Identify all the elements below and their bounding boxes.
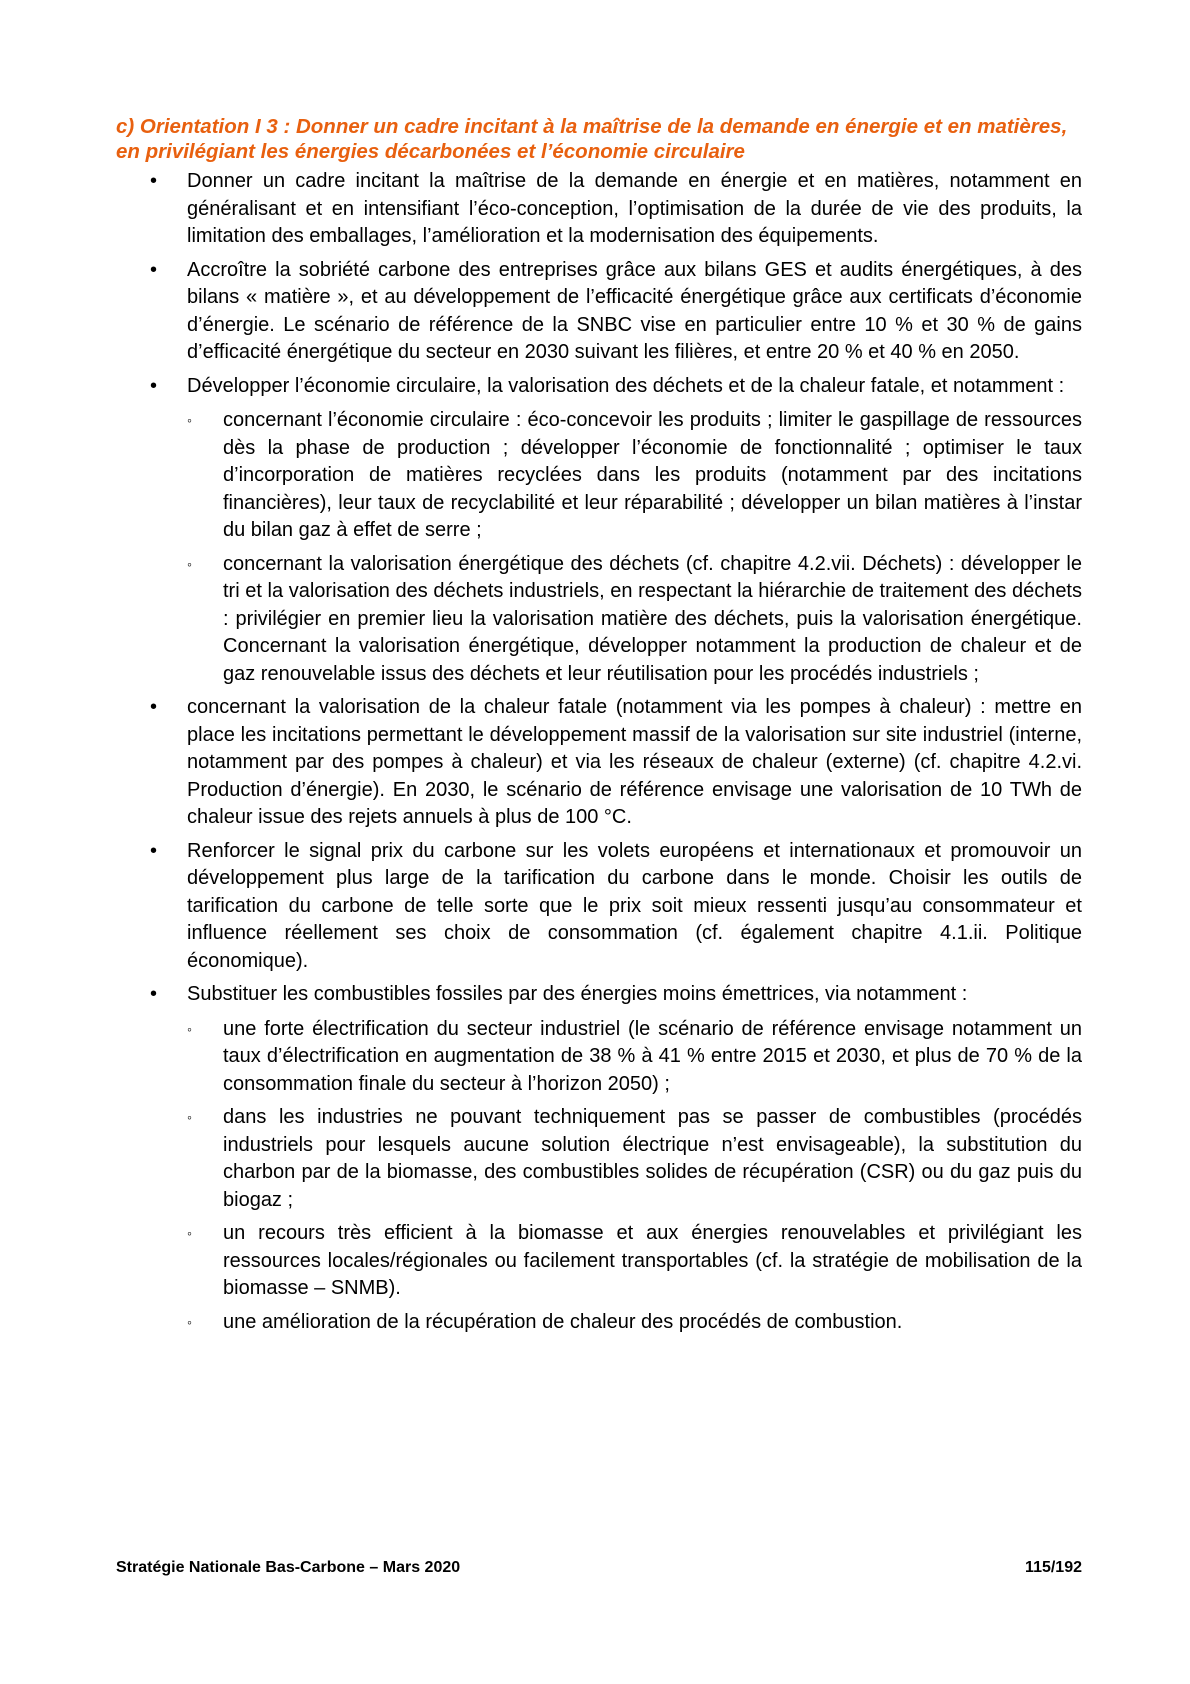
list-item-text: Substituer les combustibles fossiles par des énergies moins émettrices, via notamment :	[187, 983, 968, 1005]
page-number: 115/192	[1025, 1559, 1082, 1576]
circle-bullet-icon: ◦	[187, 1225, 192, 1241]
list-item	[116, 981, 1082, 1336]
sub-list	[187, 1016, 1082, 1337]
bullet-icon: •	[150, 696, 158, 718]
sub-list-item-text: dans les industries ne pouvant techniquement pas se passer de combustibles (procédés industriels pour lesquels aucune solution électrique n’est envisageable), la substitution du charbon par de la biomasse, des combustibles solides de récupération (CSR) ou du gaz puis du biogaz ;	[223, 1106, 1082, 1211]
list-item-text: Développer l’économie circulaire, la valorisation des déchets et de la chaleur fatale, et notamment :	[187, 374, 1065, 397]
bullet-icon: •	[150, 839, 158, 862]
list-item-text: Accroître la sobriété carbone des entreprises grâce aux bilans GES et audits énergétiques, à des bilans « matière », et au développement de l’efficacité énergétique grâce aux certificats d’économie d’énergie. Le scénario de référence de la SNBC vise en particulier entre 10 % et 30 % de gains d’efficacité énergétique du secteur en 2030 suivant les filières, et entre 20 % et 40 % en 2050.	[187, 258, 1082, 363]
list-item	[116, 257, 1082, 367]
sub-list-item-text: une amélioration de la récupération de chaleur des procédés de combustion.	[223, 1310, 903, 1333]
sub-list-item	[187, 551, 1082, 689]
page-content	[116, 114, 1082, 1342]
list-item	[116, 838, 1082, 976]
circle-bullet-icon: ◦	[187, 412, 192, 428]
sub-list-item-text: concernant la valorisation énergétique des déchets (cf. chapitre 4.2.vii. Déchets) : développer le tri et la valorisation des déchets industriels, en respectant la hiérarchie de traitement des déchets : privilégier en premier lieu la valorisation matière des déchets, puis la valorisation énergétique. Concernant la valorisation énergétique, développer notamment la production de chaleur et de gaz renouvelable issus des déchets et leur réutilisation pour les procédés industriels ;	[223, 552, 1082, 685]
sub-list-item	[187, 1220, 1082, 1303]
list-item-text: concernant la valorisation de la chaleur fatale (notamment via les pompes à chaleur) : mettre en place les incitations permettant le développement massif de la valorisation sur site industriel (interne, notamment par des pompes à chaleur) et via les réseaux de chaleur (externe) (cf. chapitre 4.2.vi. Production d’énergie). En 2030, le scénario de référence envisage une valorisation de 10 TWh de chaleur issue des rejets annuels à plus de 100 °C.	[187, 696, 1082, 828]
list-item	[116, 373, 1082, 689]
sub-list-item-text: concernant l’économie circulaire : éco-concevoir les produits ; limiter le gaspillage de ressources dès la phase de production ; développer l’économie de fonctionnalité ; optimiser le taux d’incorporation de matières recyclées dans les produits (notamment par des incitations financières), leur taux de recyclabilité et leur réparabilité ; développer un bilan matières à l’instar du bilan gaz à effet de serre ;	[223, 409, 1082, 541]
sub-list-item	[187, 407, 1082, 545]
bullet-icon: •	[150, 983, 158, 1005]
bullet-icon: •	[150, 374, 158, 397]
circle-bullet-icon: ◦	[187, 1313, 192, 1330]
sub-list-item	[187, 1016, 1082, 1099]
sub-list-item-text: un recours très efficient à la biomasse et aux énergies renouvelables et privilégiant les ressources locales/régionales ou facilement transportables (cf. la stratégie de mobilisation de la biomasse – SNMB).	[223, 1222, 1082, 1299]
list-item	[116, 168, 1082, 251]
circle-bullet-icon: ◦	[187, 1109, 192, 1125]
sub-list-item-text: une forte électrification du secteur industriel (le scénario de référence envisage notamment un taux d’électrification en augmentation de 38 % à 41 % entre 2015 et 2030, et plus de 70 % de la consommation finale du secteur à l’horizon 2050) ;	[223, 1017, 1082, 1095]
bullet-icon: •	[150, 170, 158, 192]
list-item	[116, 694, 1082, 832]
bullet-list	[116, 168, 1082, 1336]
list-item-text: Donner un cadre incitant la maîtrise de la demande en énergie et en matières, notamment en généralisant et en intensifiant l’éco-conception, l’optimisation de la durée de vie des produits, la limitation des emballages, l’amélioration et la modernisation des équipements.	[187, 170, 1082, 247]
bullet-icon: •	[150, 258, 158, 281]
sub-list	[187, 407, 1082, 688]
section-heading: c) Orientation I 3 : Donner un cadre incitant à la maîtrise de la demande en énergie et en matières, en privilégiant les énergies décarbonées et l’économie circulaire	[116, 115, 1068, 163]
circle-bullet-icon: ◦	[187, 555, 192, 572]
circle-bullet-icon: ◦	[187, 1020, 192, 1037]
sub-list-item	[187, 1104, 1082, 1214]
footer-title: Stratégie Nationale Bas-Carbone – Mars 2020	[116, 1559, 461, 1576]
sub-list-item	[187, 1309, 1082, 1337]
list-item-text: Renforcer le signal prix du carbone sur les volets européens et internationaux et promouvoir un développement plus large de la tarification du carbone dans le monde. Choisir les outils de tarification du carbone de telle sorte que le prix soit mieux ressenti jusqu’au consommateur et influence réellement ses choix de consommation (cf. également chapitre 4.1.ii. Politique économique).	[187, 839, 1082, 972]
